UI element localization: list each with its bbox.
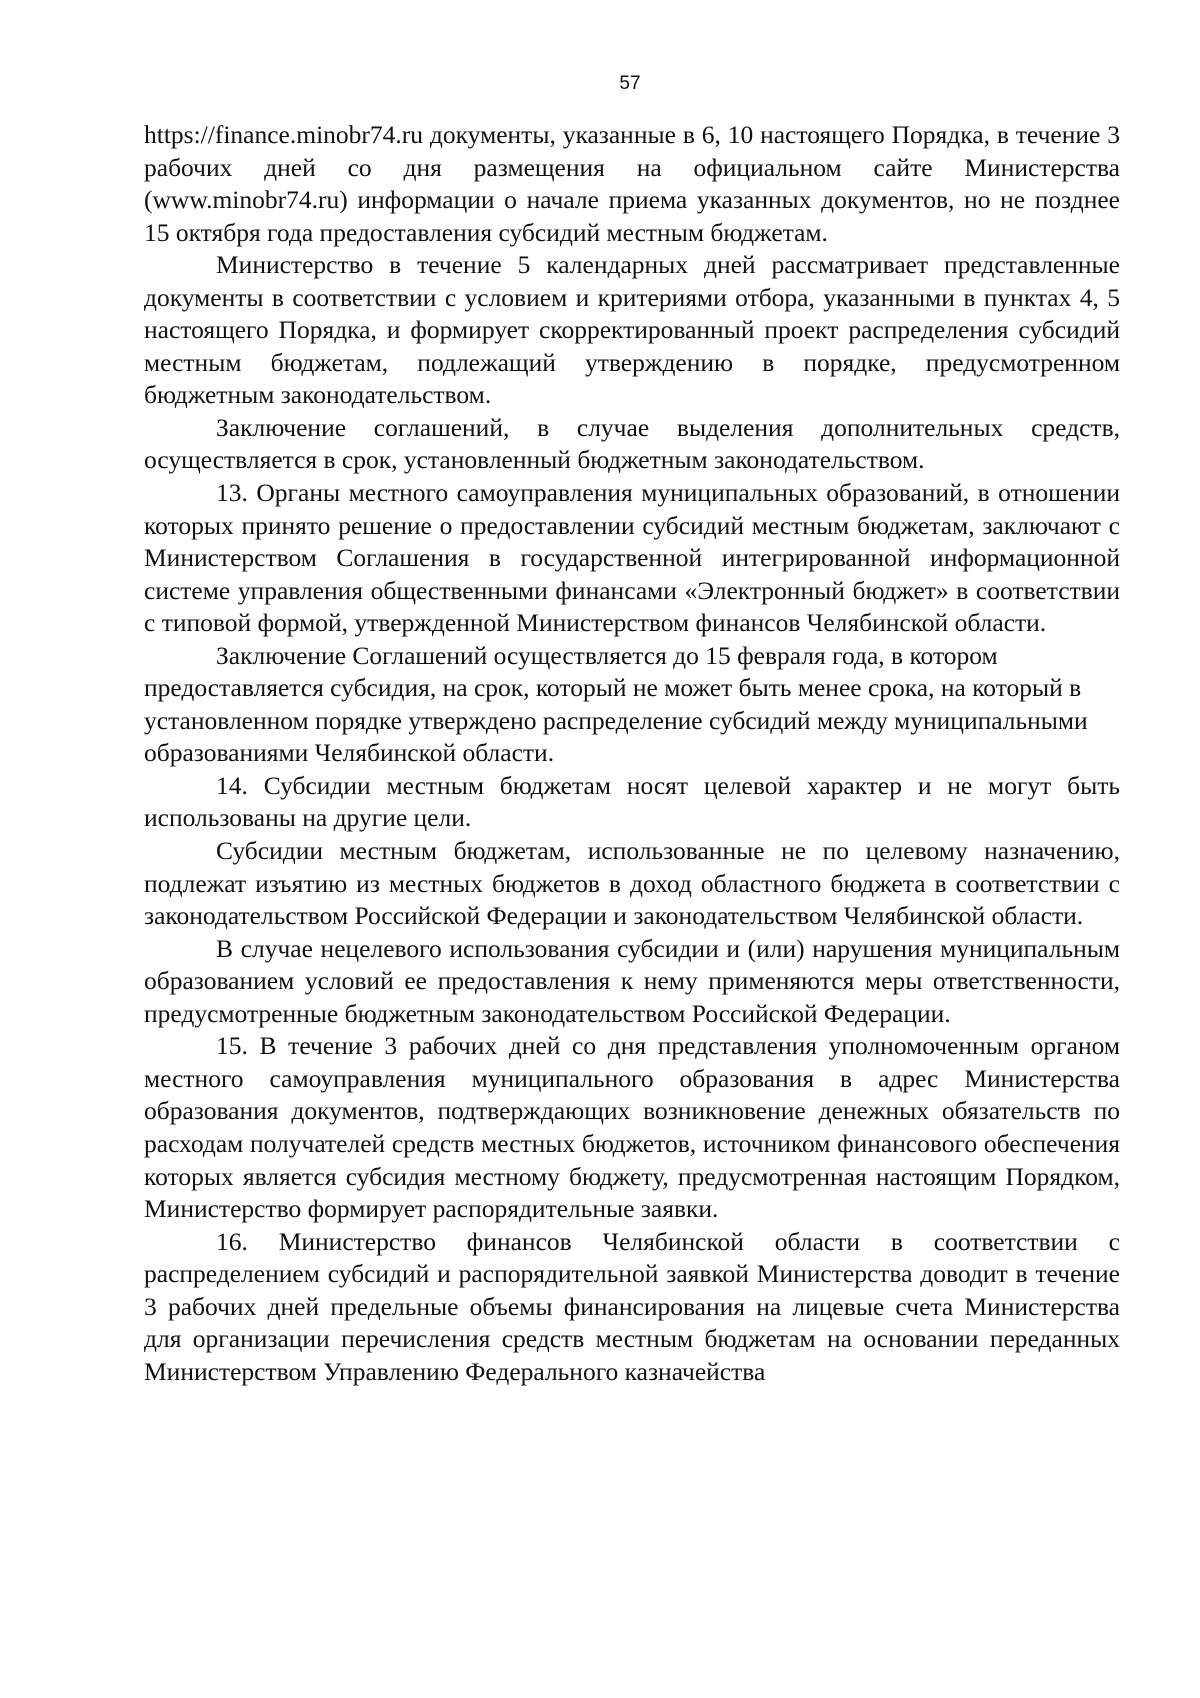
page-number: 57: [619, 73, 641, 94]
paragraph-documents-deadline: https://finance.minobr74.ru документы, указанные в 6, 10 настоящего Порядка, в течение 3 рабочих дней со дня размещения на официальном сайте Министерства (www.minobr74.ru) информации о начале приема указанных документов, но не позднее 15 октября года предоставления субсидий местным бюджетам.: [144, 120, 1120, 247]
paragraph-item-16: 16. Министерство финансов Челябинской области в соответствии с распределением субсидий и распорядительной заявкой Министерства доводит в течение 3 рабочих дней предельные объемы финансирования на лицевые счета Министерства для организации перечисления средств местным бюджетам на основании переданных Министерством Управлению Федерального казначейства: [144, 1226, 1120, 1386]
paragraph-item-13: 13. Органы местного самоуправления муниципальных образований, в отношении которых принято решение о предоставлении субсидий местным бюджетам, заключают с Министерством Соглашения в государственной интегрированной информационной системе управления общественными финансами «Электронный бюджет» в соответствии с типовой формой, утвержденной Министерством финансов Челябинской области.: [144, 478, 1120, 638]
paragraph-misuse-withdrawal: Субсидии местным бюджетам, использованные не по целевому назначению, подлежат изъятию из местных бюджетов в доход областного бюджета в соответствии с законодательством Российской Федерации и законодательством Челябинской области.: [144, 836, 1120, 931]
paragraph-item-15: 15. В течение 3 рабочих дней со дня представления уполномоченным органом местного самоуправления муниципального образования в адрес Министерства образования документов, подтверждающих возникновение денежных обязательств по расходам получателей средств местных бюджетов, источником финансового обеспечения которых является субсидия местному бюджету, предусмотренная настоящим Порядком, Министерство формирует распорядительные заявки.: [144, 1031, 1120, 1224]
paragraph-misuse-liability: В случае нецелевого использования субсидии и (или) нарушения муниципальным образованием условий ее предоставления к нему применяются меры ответственности, предусмотренные бюджетным законодательством Российской Федерации.: [144, 933, 1120, 1028]
paragraph-agreements-deadline: Заключение Соглашений осуществляется до 15 февраля года, в котором предоставляется субсидия, на срок, который не может быть менее срока, на который в установленном порядке утверждено распределение субсидий между муниципальными образованиями Челябинской области.: [144, 640, 1088, 768]
document-body: [144, 119, 1120, 1388]
paragraph-ministry-review: Министерство в течение 5 календарных дней рассматривает представленные документы в соответствии с условием и критериями отбора, указанными в пунктах 4, 5 настоящего Порядка, и формирует скорректированный проект распределения субсидий местным бюджетам, подлежащий утверждению в порядке, предусмотренном бюджетным законодательством.: [144, 250, 1120, 410]
paragraph-item-14: 14. Субсидии местным бюджетам носят целевой характер и не могут быть использованы на другие цели.: [144, 770, 1120, 833]
paragraph-agreements-additional-funds: Заключение соглашений, в случае выделения дополнительных средств, осуществляется в срок, установленный бюджетным законодательством.: [144, 412, 1120, 475]
